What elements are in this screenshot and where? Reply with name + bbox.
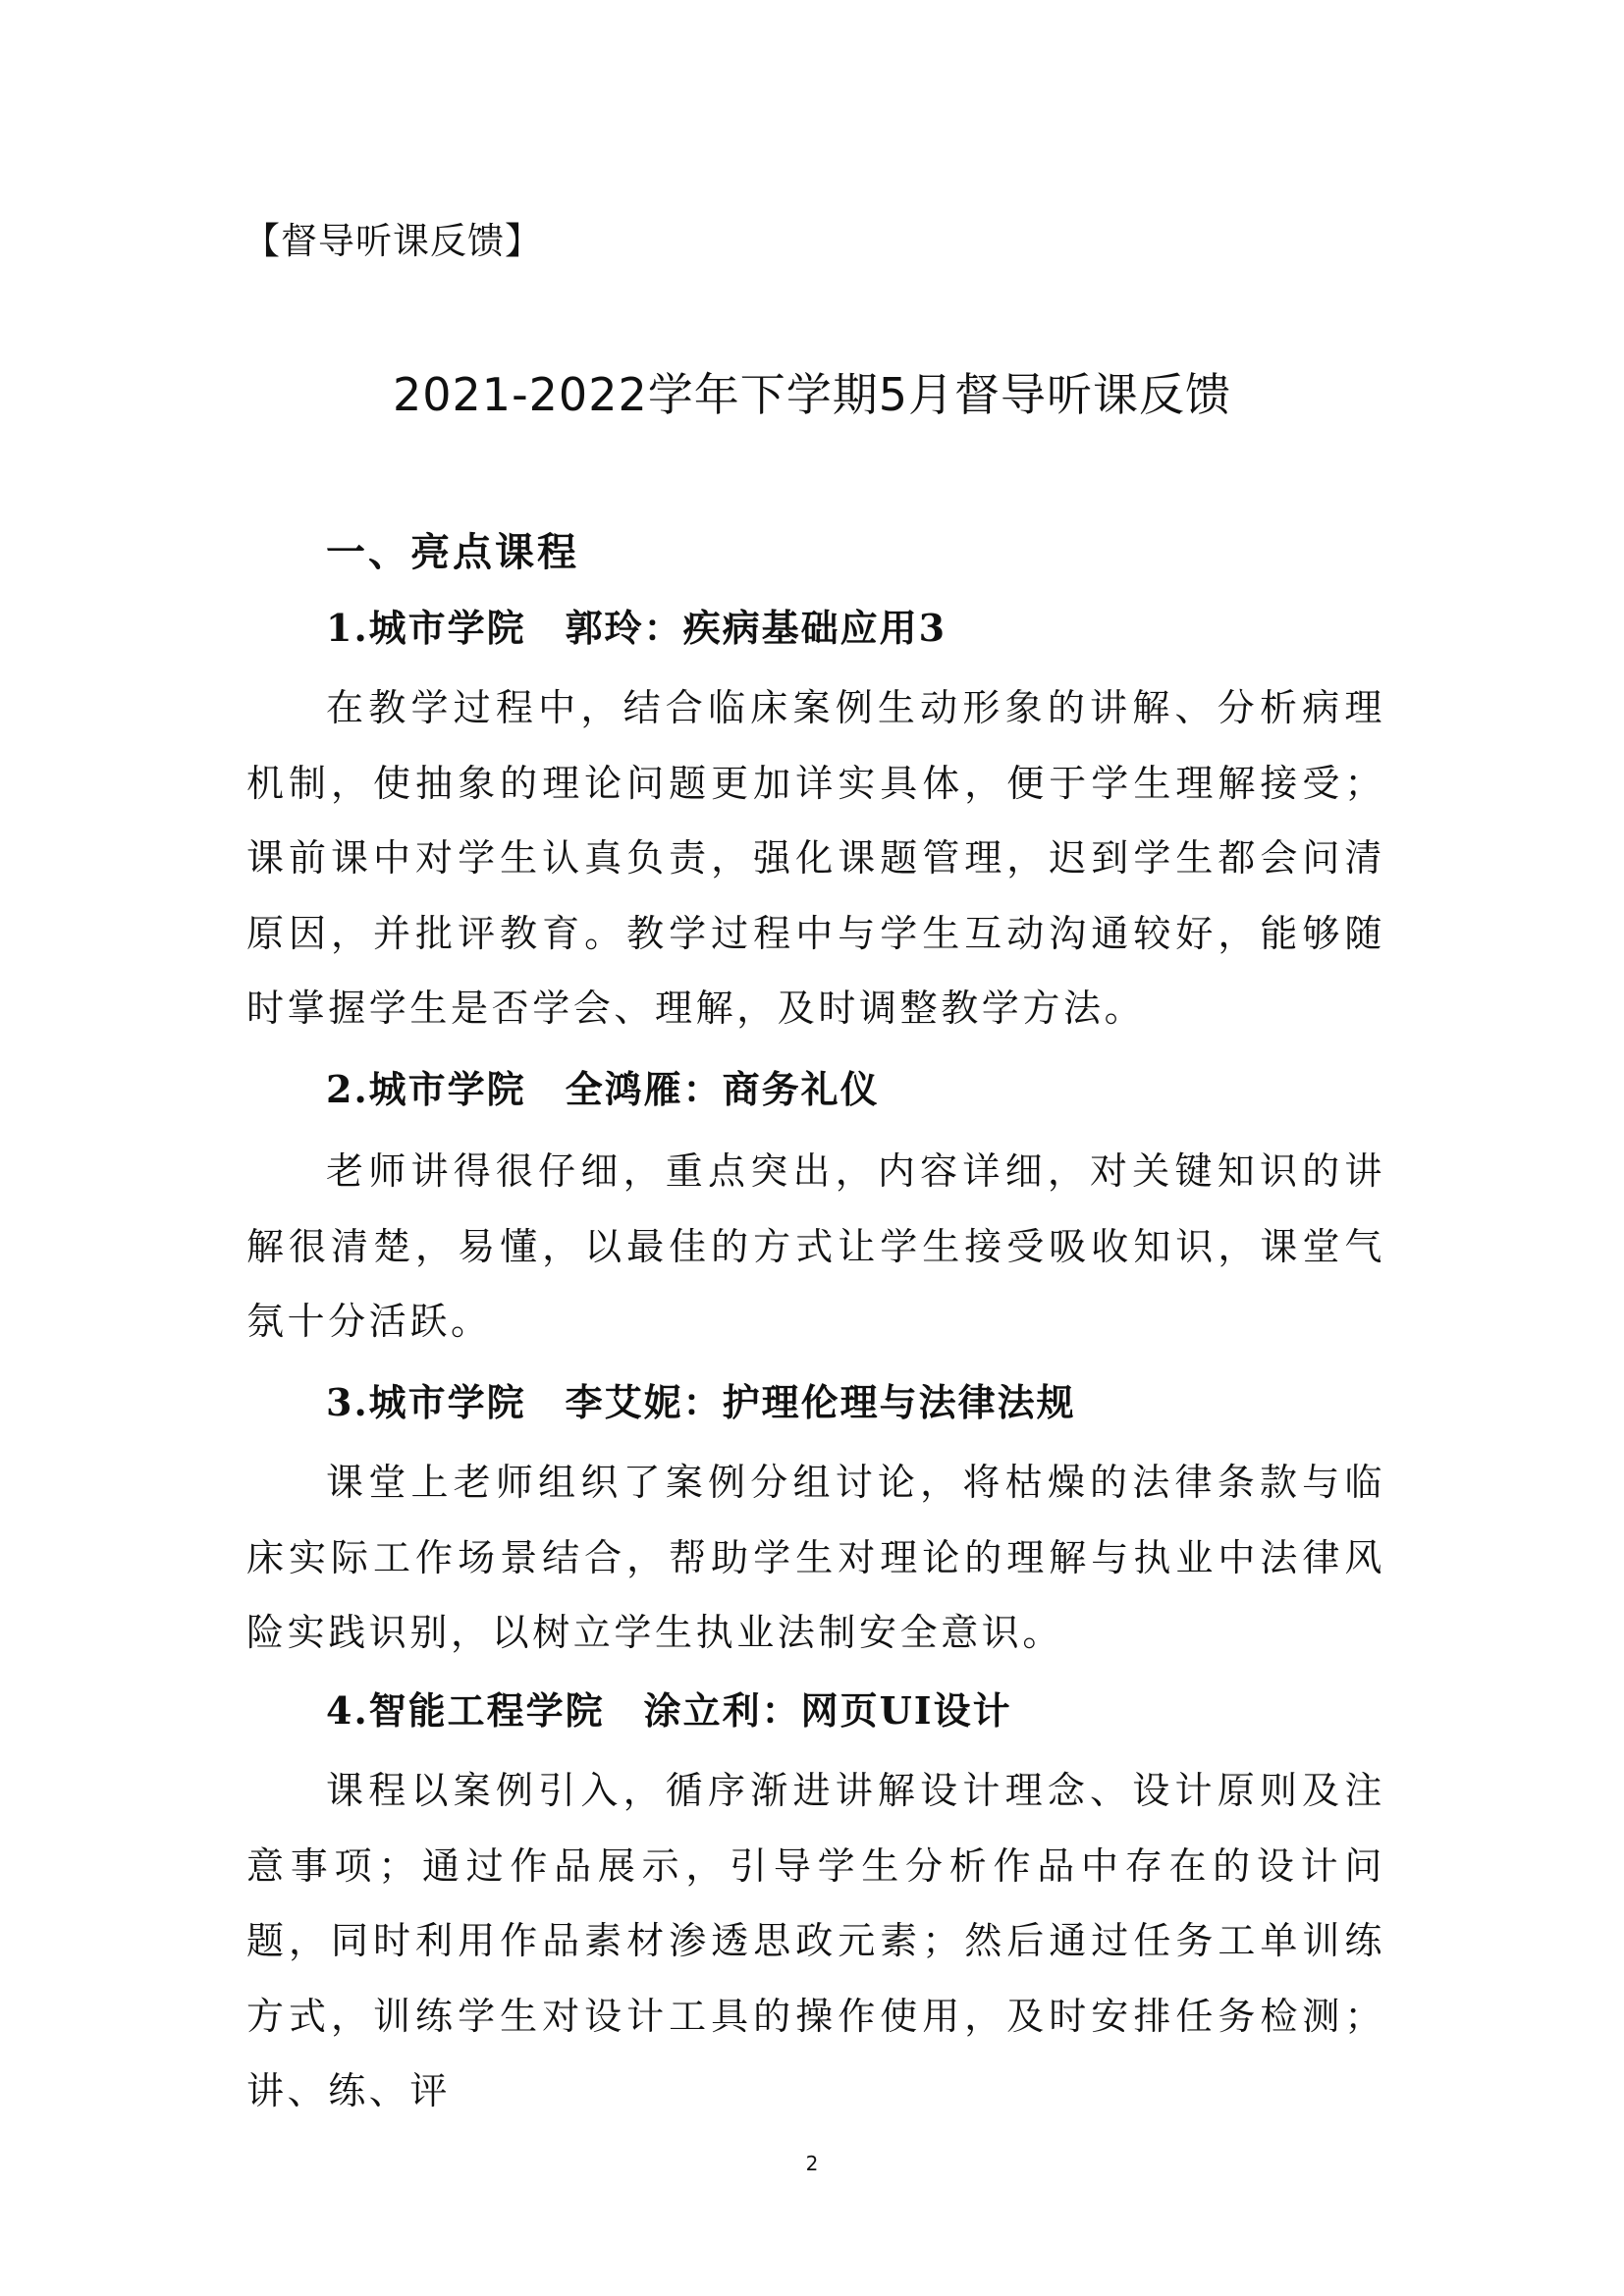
course-heading	[326, 603, 947, 654]
course-heading-teacher-course: 涂立利：网页UI设计	[643, 1688, 1012, 1733]
page-number: 2	[805, 2152, 819, 2175]
course-heading-college: 1.城市学院	[326, 606, 526, 650]
course-heading-teacher-course: 全鸿雁：商务礼仪	[565, 1067, 880, 1111]
course-feedback-paragraph: 课程以案例引入，循序渐进讲解设计理念、设计原则及注意事项；通过作品展示，引导学生分析作品中存在的设计问题，同时利用作品素材渗透思政元素；然后通过任务工单训练方式，训练学生对设计工具的操作使用，及时安排任务检测；讲、练、评	[246, 1769, 1385, 2112]
course-heading-teacher-course: 李艾妮：护理伦理与法律法规	[565, 1380, 1076, 1424]
course-heading	[326, 1685, 1012, 1736]
course-heading	[326, 1064, 880, 1115]
course-heading-teacher-course: 郭玲：疾病基础应用3	[565, 606, 947, 650]
course-feedback-paragraph: 在教学过程中，结合临床案例生动形象的讲解、分析病理机制，使抽象的理论问题更加详实具体，便于学生理解接受；课前课中对学生认真负责，强化课题管理，迟到学生都会问清原因，并批评教育。教学过程中与学生互动沟通较好，能够随时掌握学生是否学会、理解，及时调整教学方法。	[246, 686, 1385, 1030]
course-heading-college: 4.智能工程学院	[326, 1688, 605, 1733]
document-title: 2021-2022学年下学期5月督导听课反馈	[393, 368, 1231, 421]
document-tag: 【督导听课反馈】	[244, 220, 542, 262]
course-heading-college: 2.城市学院	[326, 1067, 526, 1111]
course-heading-college: 3.城市学院	[326, 1380, 526, 1424]
course-heading	[326, 1377, 1076, 1428]
course-feedback-paragraph: 课堂上老师组织了案例分组讨论，将枯燥的法律条款与临床实际工作场景结合，帮助学生对理论的理解与执业中法律风险实践识别，以树立学生执业法制安全意识。	[246, 1461, 1385, 1654]
section-heading: 一、亮点课程	[326, 529, 579, 575]
course-feedback-paragraph: 老师讲得很仔细，重点突出，内容详细，对关键知识的讲解很清楚，易懂，以最佳的方式让学生接受吸收知识，课堂气氛十分活跃。	[246, 1149, 1385, 1343]
